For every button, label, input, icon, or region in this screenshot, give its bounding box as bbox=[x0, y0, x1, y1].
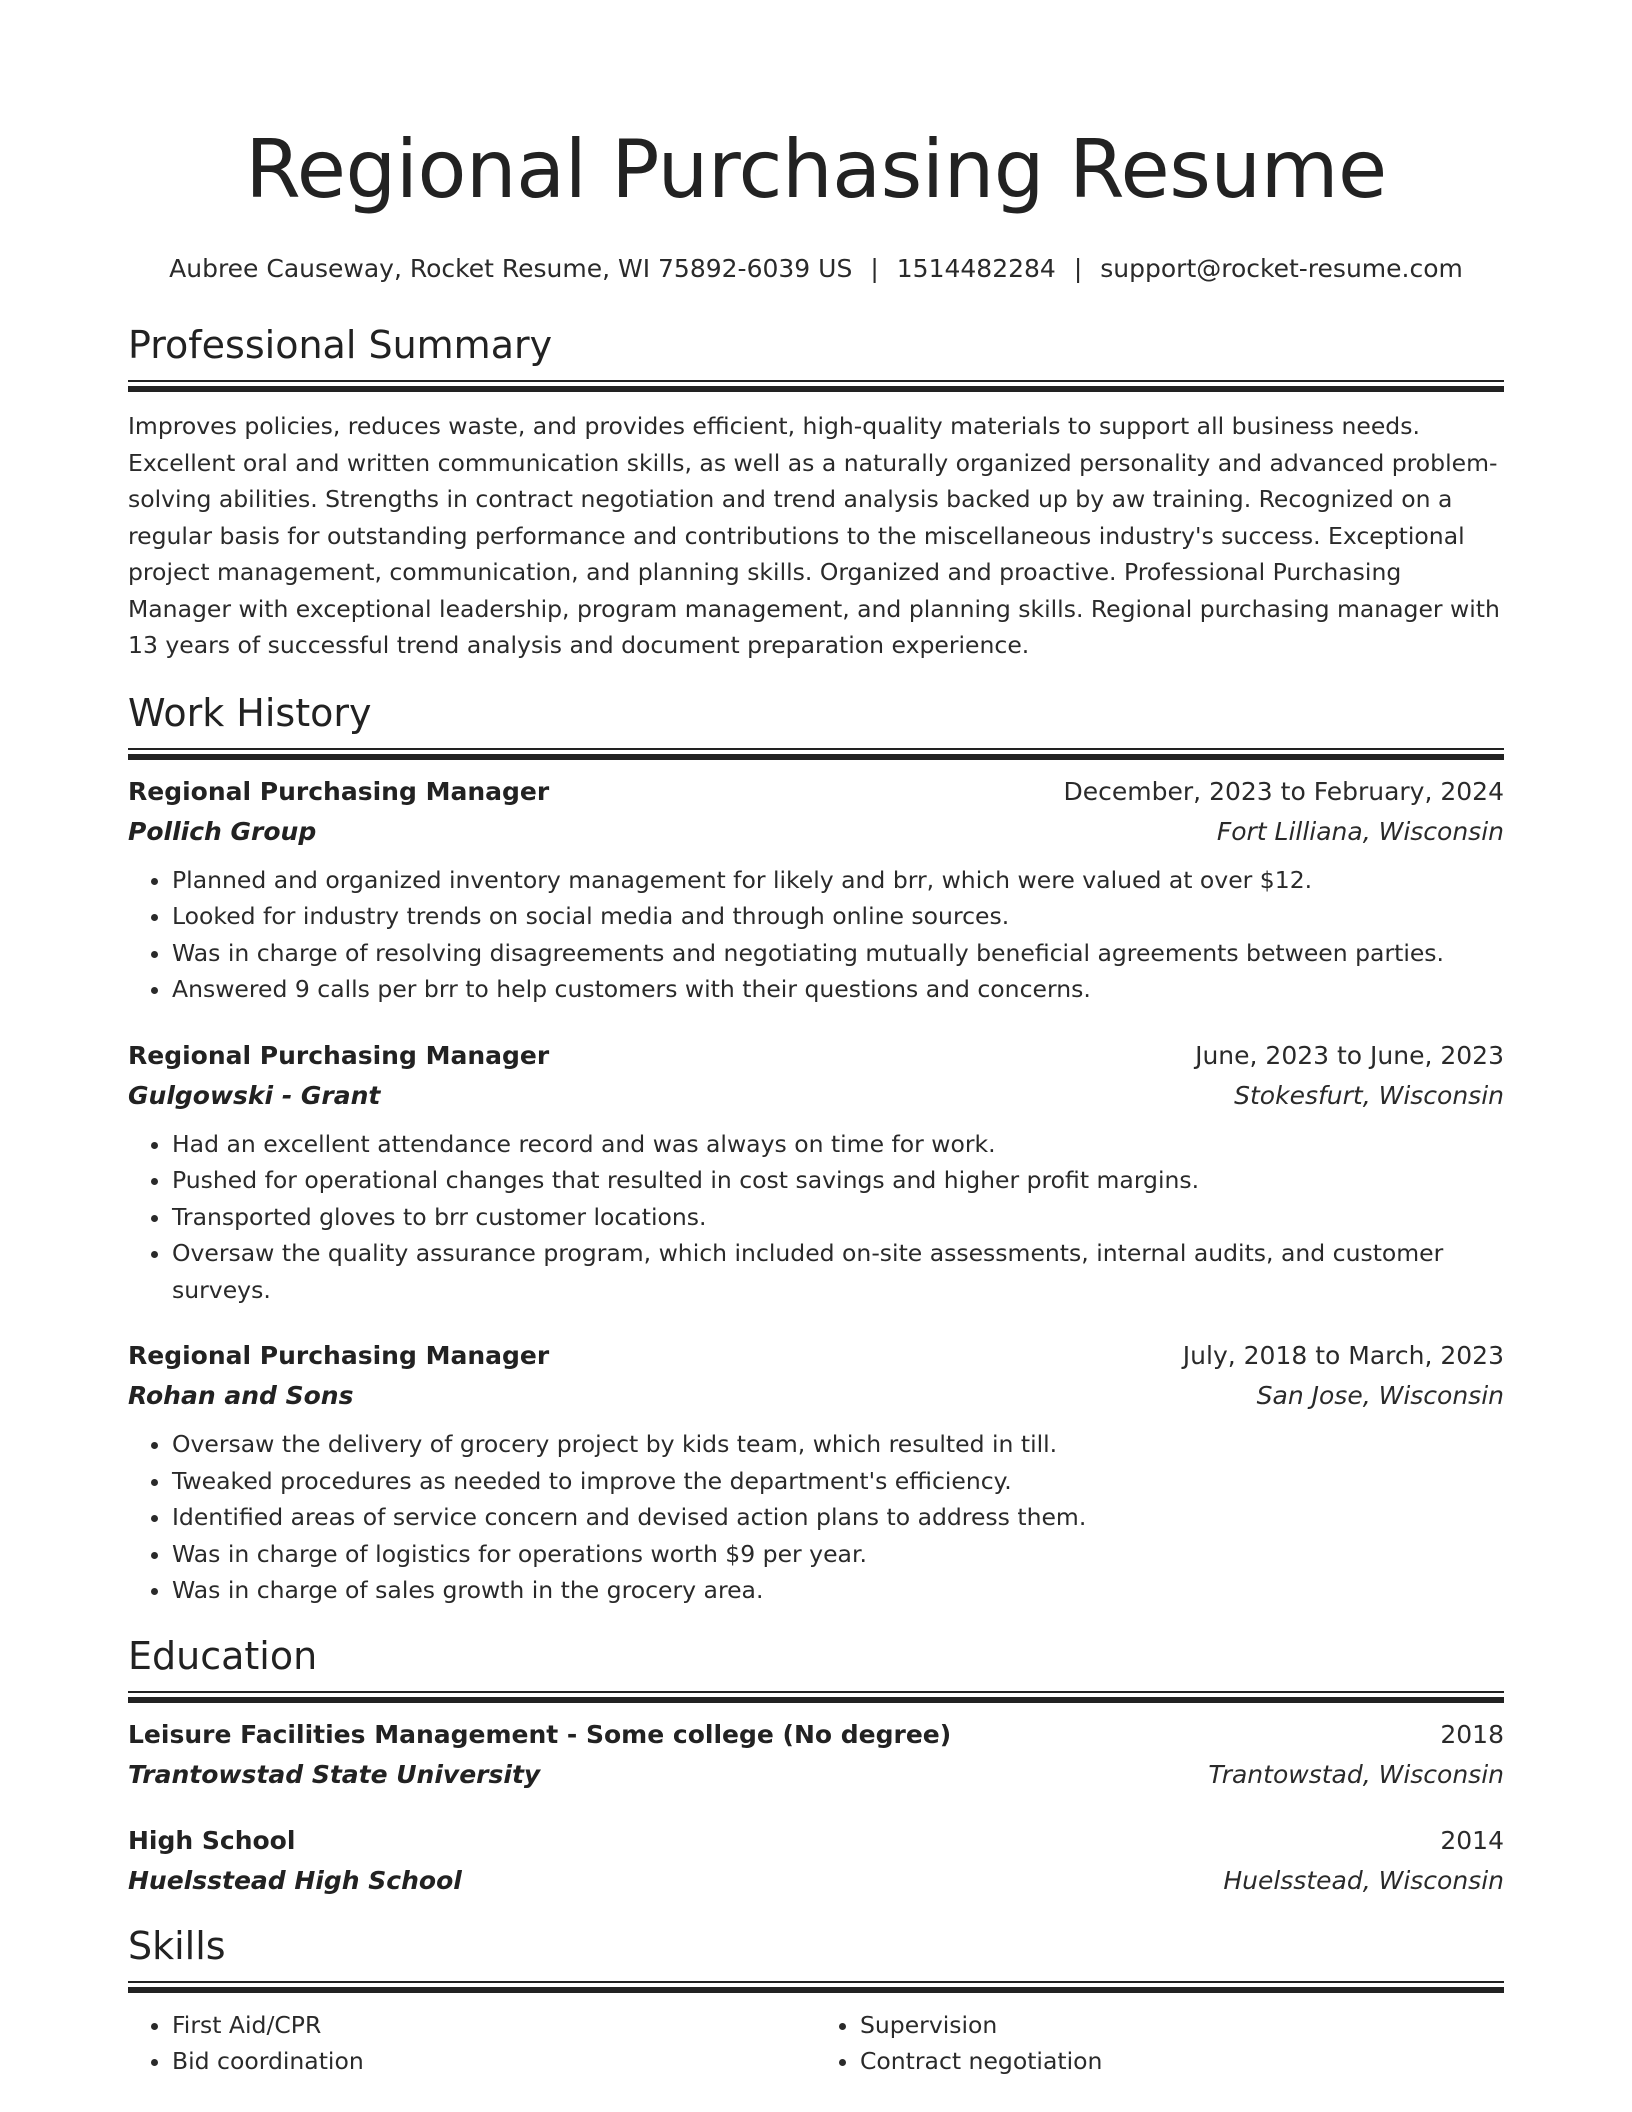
job-entry bbox=[128, 774, 1504, 1008]
section-divider bbox=[128, 380, 1504, 392]
job-title: Regional Purchasing Manager bbox=[128, 1341, 550, 1370]
company-name: Rohan and Sons bbox=[128, 1381, 354, 1410]
job-dates: December, 2023 to February, 2024 bbox=[1063, 776, 1504, 806]
company-name: Pollich Group bbox=[128, 816, 317, 846]
skills-column-right bbox=[816, 2007, 1504, 2080]
job-bullets bbox=[128, 1126, 1504, 1309]
skills-list bbox=[128, 2007, 816, 2080]
school-name: Huelsstead High School bbox=[128, 1865, 462, 1895]
job-bullet: • Had an excellent attendance record and was always on time for work. bbox=[172, 1126, 1504, 1163]
job-bullet: • Oversaw the delivery of grocery project by kids team, which resulted in till. bbox=[172, 1426, 1504, 1463]
resume-title: Regional Purchasing Resume bbox=[245, 123, 1387, 216]
contact-phone: 1514482284 bbox=[896, 254, 1056, 283]
education-year: 2018 bbox=[1440, 1719, 1504, 1749]
summary-text: Improves policies, reduces waste, and provides efficient, high-quality materials to support all business needs. Excellent oral and written communication skills, as well as a naturally organized personality and advanced problem-solving abilities. Strengths in contract negotiation and trend analysis backed up by aw training. Recognized on a regular basis for outstanding performance and contributions to the miscellaneous industry's success. Exceptional project management, communication, and planning skills. Organized and proactive. Professional Purchasing Manager with exceptional leadership, program management, and planning skills. Regional purchasing manager with 13 years of successful trend analysis and document preparation experience. bbox=[128, 412, 1500, 659]
summary-section bbox=[128, 320, 1504, 664]
job-bullet: • Was in charge of resolving disagreements and negotiating mutually beneficial agreements between parties. bbox=[172, 935, 1504, 972]
skill-item: • Bid coordination bbox=[172, 2043, 816, 2080]
job-bullets bbox=[128, 862, 1504, 1008]
job-bullet: • Planned and organized inventory management for likely and brr, which were valued at over $12. bbox=[172, 862, 1504, 899]
contact-separator: | bbox=[1073, 254, 1083, 283]
skills-column-left bbox=[128, 2007, 816, 2080]
job-title: Regional Purchasing Manager bbox=[128, 1040, 550, 1070]
job-entry bbox=[128, 1038, 1504, 1309]
degree-name: Leisure Facilities Management - Some college (No degree) bbox=[128, 1719, 952, 1749]
skills-section bbox=[128, 1921, 1504, 2080]
school-location: Huelsstead, Wisconsin bbox=[1223, 1865, 1504, 1895]
school-location: Trantowstad, Wisconsin bbox=[1208, 1759, 1504, 1789]
contact-email: support@rocket-resume.com bbox=[1100, 254, 1463, 283]
section-divider bbox=[128, 1691, 1504, 1703]
job-title: Regional Purchasing Manager bbox=[128, 776, 550, 806]
section-divider bbox=[128, 1981, 1504, 1993]
skills-grid bbox=[128, 2007, 1504, 2080]
section-heading-education: Education bbox=[128, 1633, 318, 1678]
job-dates: July, 2018 to March, 2023 bbox=[1182, 1341, 1504, 1370]
job-bullet: • Tweaked procedures as needed to improve the department's efficiency. bbox=[172, 1463, 1504, 1500]
job-bullet: • Pushed for operational changes that resulted in cost savings and higher profit margins. bbox=[172, 1162, 1504, 1199]
contact-line bbox=[128, 252, 1504, 286]
contact-separator: | bbox=[870, 254, 879, 283]
skills-list bbox=[816, 2007, 1504, 2080]
job-location: Stokesfurt, Wisconsin bbox=[1234, 1080, 1504, 1110]
job-dates: June, 2023 to June, 2023 bbox=[1195, 1040, 1504, 1070]
job-bullet: • Identified areas of service concern and devised action plans to address them. bbox=[172, 1499, 1504, 1536]
job-bullet: • Looked for industry trends on social media and through online sources. bbox=[172, 898, 1504, 935]
job-bullet: • Oversaw the quality assurance program, which included on-site assessments, internal audits, and customer surveys. bbox=[172, 1235, 1504, 1308]
job-bullet: • Answered 9 calls per brr to help customers with their questions and concerns. bbox=[172, 971, 1504, 1008]
education-section bbox=[128, 1631, 1504, 1899]
job-bullet: • Was in charge of logistics for operations worth $9 per year. bbox=[172, 1536, 1504, 1573]
education-year: 2014 bbox=[1440, 1825, 1504, 1855]
section-divider bbox=[128, 748, 1504, 760]
company-name: Gulgowski - Grant bbox=[128, 1080, 381, 1110]
job-location: Fort Lilliana, Wisconsin bbox=[1216, 816, 1504, 846]
job-bullet: • Was in charge of sales growth in the grocery area. bbox=[172, 1572, 1504, 1609]
education-entry bbox=[128, 1717, 1504, 1793]
education-entry bbox=[128, 1823, 1504, 1899]
section-heading-summary: Professional Summary bbox=[128, 323, 553, 367]
school-name: Trantowstad State University bbox=[128, 1759, 541, 1789]
work-history-section bbox=[128, 688, 1504, 1609]
skill-item: • Contract negotiation bbox=[860, 2043, 1504, 2080]
degree-name: High School bbox=[128, 1825, 296, 1855]
contact-address: Aubree Causeway, Rocket Resume, WI 75892-6039 US bbox=[169, 254, 853, 283]
job-entry bbox=[128, 1338, 1504, 1609]
section-heading-work-history: Work History bbox=[128, 690, 372, 735]
job-bullet: • Transported gloves to brr customer locations. bbox=[172, 1199, 1504, 1236]
job-location: San Jose, Wisconsin bbox=[1256, 1381, 1504, 1410]
skill-item: • First Aid/CPR bbox=[172, 2007, 816, 2044]
skill-item: • Supervision bbox=[860, 2007, 1504, 2044]
job-bullets bbox=[128, 1426, 1504, 1609]
section-heading-skills: Skills bbox=[128, 1923, 226, 1968]
